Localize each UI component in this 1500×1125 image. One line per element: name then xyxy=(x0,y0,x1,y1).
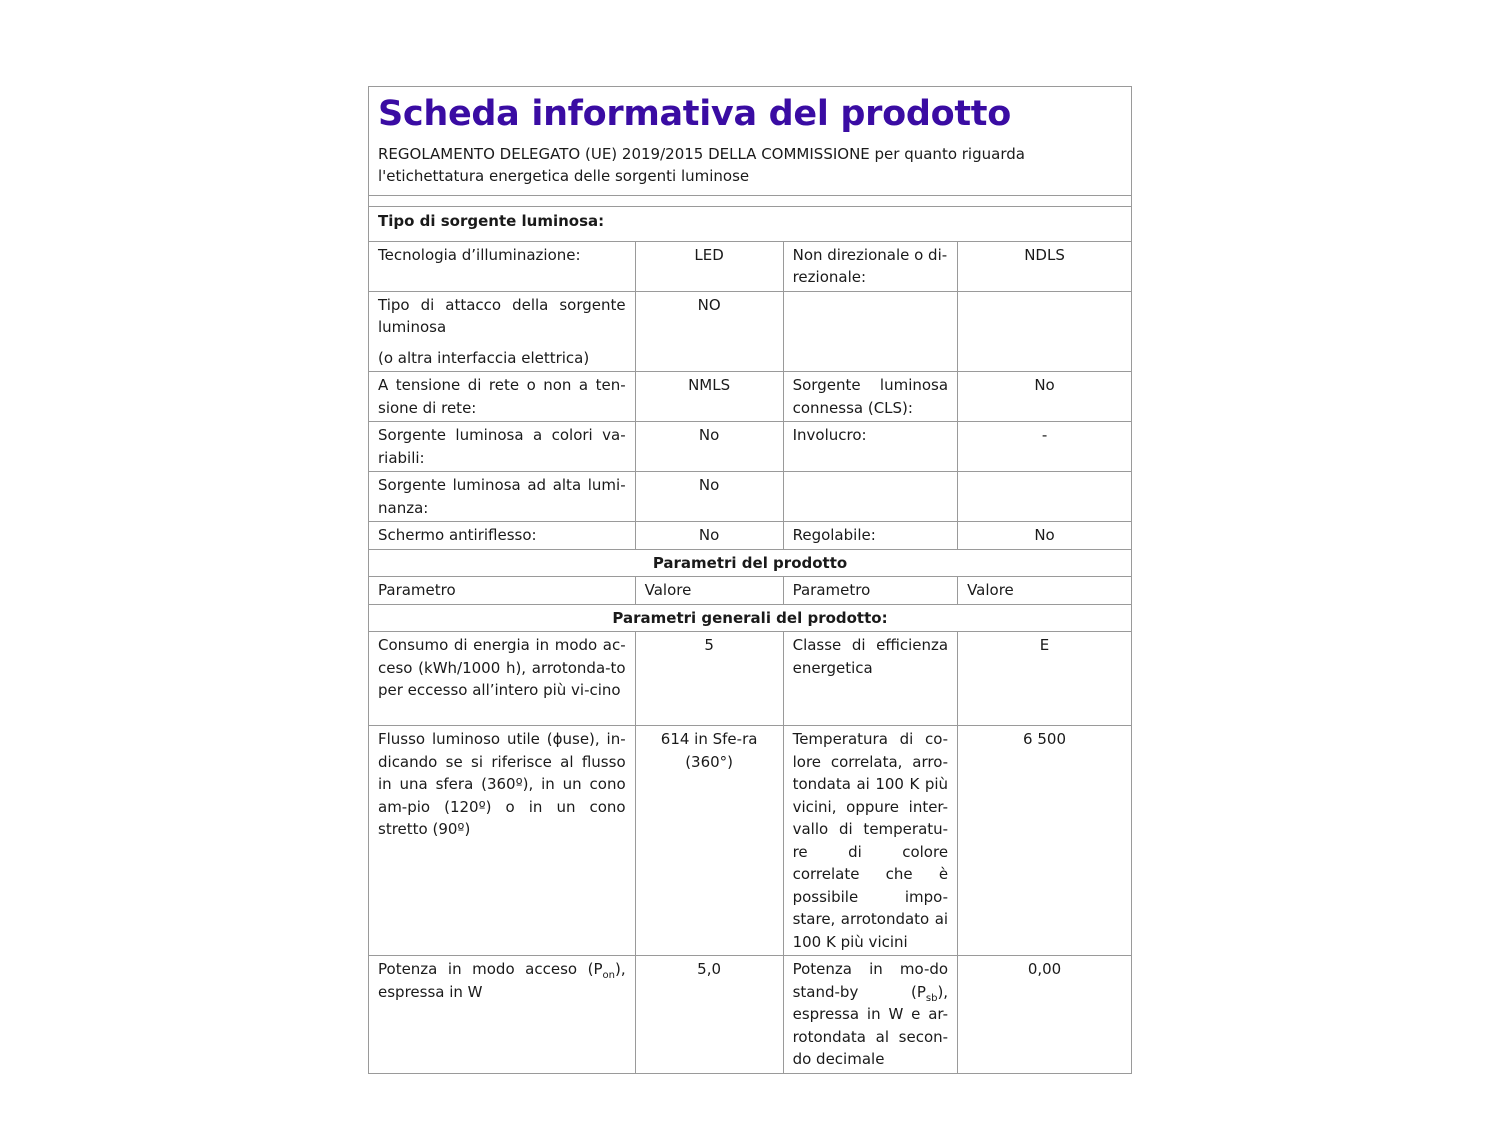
param-value: NDLS xyxy=(958,241,1131,291)
param-label: Non direzionale o di-rezionale: xyxy=(783,241,957,291)
param-label xyxy=(783,956,957,1073)
column-header-row xyxy=(369,577,1131,605)
param-label: Involucro: xyxy=(783,422,957,472)
sheet-header xyxy=(369,87,1131,196)
header-spacer xyxy=(369,196,1131,207)
param-value: E xyxy=(958,632,1131,726)
section-row-tipo xyxy=(369,207,1131,241)
param-label xyxy=(369,291,635,372)
param-value: 6 500 xyxy=(958,726,1131,956)
column-header: Valore xyxy=(635,577,783,605)
table-row xyxy=(369,422,1131,472)
section-row-generali xyxy=(369,604,1131,632)
table-row xyxy=(369,726,1131,956)
column-header: Parametro xyxy=(783,577,957,605)
param-value xyxy=(958,291,1131,372)
param-label: Flusso luminoso utile (ϕuse), in-dicando se si riferisce al flusso in una sfera (360º), in un cono am-pio (120º) o in un cono stretto (90º) xyxy=(369,726,635,956)
param-label: Sorgente luminosa a colori va-riabili: xyxy=(369,422,635,472)
subtitle-line-1: REGOLAMENTO DELEGATO (UE) 2019/2015 DELLA COMMISSIONE per quanto riguarda xyxy=(378,145,1025,163)
param-label xyxy=(783,472,957,522)
regulation-subtitle xyxy=(378,143,1122,187)
param-value: No xyxy=(635,522,783,550)
param-label: A tensione di rete o non a ten-sione di rete: xyxy=(369,372,635,422)
section-parametri-heading: Parametri del prodotto xyxy=(369,549,1131,577)
page-title: Scheda informativa del prodotto xyxy=(378,94,1011,134)
param-label: Classe di efficienza energetica xyxy=(783,632,957,726)
label-subscript: sb xyxy=(925,992,938,1004)
product-table xyxy=(369,207,1131,1073)
section-generali-heading: Parametri generali del prodotto: xyxy=(369,604,1131,632)
column-header: Valore xyxy=(958,577,1131,605)
param-label: Tecnologia d’illuminazione: xyxy=(369,241,635,291)
section-tipo-heading: Tipo di sorgente luminosa: xyxy=(369,207,1131,241)
param-value: NO xyxy=(635,291,783,372)
label-text: Potenza in modo acceso (P xyxy=(378,960,603,978)
param-value: No xyxy=(635,422,783,472)
param-value: 5 xyxy=(635,632,783,726)
sheet-frame xyxy=(368,86,1132,1074)
param-label-extra: (o altra interfaccia elettrica) xyxy=(378,348,590,367)
param-value: No xyxy=(958,372,1131,422)
param-label: Consumo di energia in modo ac-ceso (kWh/1000 h), arrotonda-to per eccesso all’intero più vi-cino xyxy=(369,632,635,726)
param-value: 614 in Sfe-ra (360°) xyxy=(635,726,783,956)
param-value: 0,00 xyxy=(958,956,1131,1073)
param-label xyxy=(369,956,635,1073)
param-value: No xyxy=(958,522,1131,550)
subtitle-line-2: l'etichettatura energetica delle sorgenti luminose xyxy=(378,167,750,185)
table-row xyxy=(369,241,1131,291)
param-label: Temperatura di co-lore correlata, arro-tondata ai 100 K più vicini, oppure inter-vallo di temperatu-re di colore correlate che è possibile impo-stare, arrotondato ai 100 K più vicini xyxy=(783,726,957,956)
table-row xyxy=(369,291,1131,372)
label-text: ), espressa in W xyxy=(378,960,626,1001)
table-row xyxy=(369,956,1131,1073)
param-label: Regolabile: xyxy=(783,522,957,550)
param-label: Schermo antiriflesso: xyxy=(369,522,635,550)
label-subscript: on xyxy=(602,970,615,981)
param-value: - xyxy=(958,422,1131,472)
column-header: Parametro xyxy=(369,577,635,605)
table-row xyxy=(369,632,1131,726)
param-value xyxy=(958,472,1131,522)
param-value: 5,0 xyxy=(635,956,783,1073)
table-row xyxy=(369,372,1131,422)
param-value: NMLS xyxy=(635,372,783,422)
label-text: Potenza in mo-do stand-by (P xyxy=(792,960,949,1001)
param-label-main: Tipo di attacco della sorgente luminosa xyxy=(378,295,626,336)
param-label: Sorgente luminosa ad alta lumi-nanza: xyxy=(369,472,635,522)
label-text: ), espressa in W e ar-rotondata al secon-do decimale xyxy=(792,982,949,1068)
param-value: No xyxy=(635,472,783,522)
table-row xyxy=(369,522,1131,550)
section-row-parametri xyxy=(369,549,1131,577)
param-label: Sorgente luminosa connessa (CLS): xyxy=(783,372,957,422)
param-label xyxy=(783,291,957,372)
product-info-sheet xyxy=(368,86,1132,1074)
table-row xyxy=(369,472,1131,522)
param-value: LED xyxy=(635,241,783,291)
